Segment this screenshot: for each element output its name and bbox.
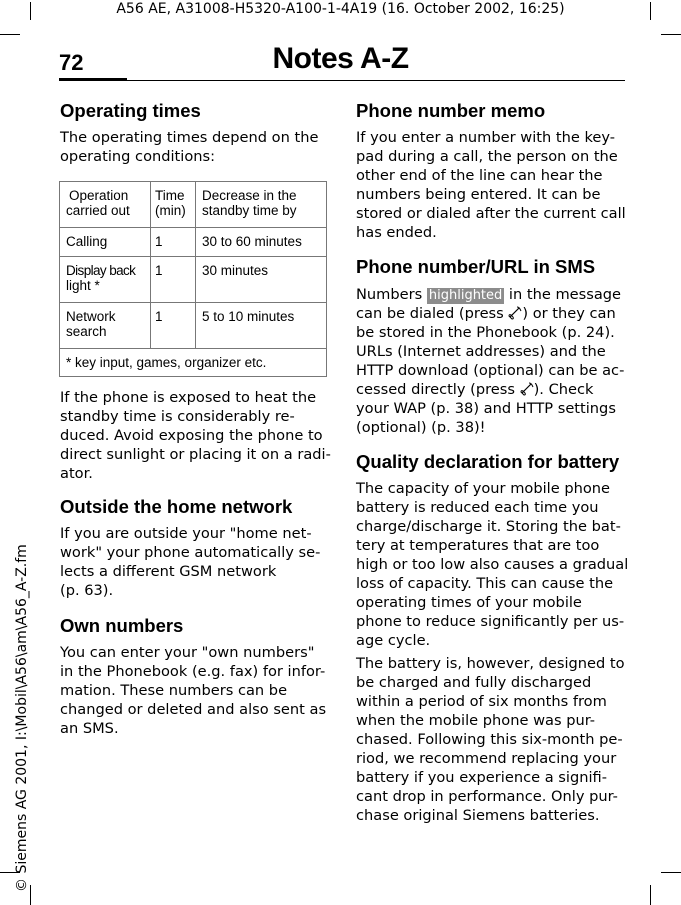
table-header-cell: Time (min) bbox=[151, 182, 196, 228]
header-rule bbox=[127, 80, 625, 81]
table-cell: 1 bbox=[151, 303, 196, 349]
section-heading: Phone number memo bbox=[356, 100, 546, 121]
table-footnote-row bbox=[60, 349, 327, 377]
crop-mark bbox=[0, 34, 20, 35]
page-title: Notes A-Z bbox=[272, 42, 409, 75]
table-row bbox=[60, 228, 327, 257]
paragraph: If you enter a number with the key- pad during a call, the person on the other end of the line can hear the numbers being entered. It can be stored or dialed after the current call has ended. bbox=[356, 129, 626, 241]
table-header-cell: Decrease in the standby time by bbox=[196, 182, 327, 228]
paragraph: The operating times depend on the operating conditions: bbox=[60, 129, 319, 165]
table-footnote: * key input, games, organizer etc. bbox=[60, 349, 327, 377]
page-number: 72 bbox=[59, 50, 84, 75]
call-key-icon bbox=[520, 382, 534, 396]
paragraph: If the phone is exposed to heat the standby time is considerably re- duced. Avoid exposing the phone to direct sunlight or placing it on a radi- ator. bbox=[60, 389, 331, 482]
highlight-sample: highlighted bbox=[428, 288, 503, 303]
table-row bbox=[60, 257, 327, 303]
table-cell: 1 bbox=[151, 228, 196, 257]
table-row bbox=[60, 303, 327, 349]
paragraph: You can enter your "own numbers" in the Phonebook (e.g. fax) for infor- mation. These numbers can be changed or deleted and also sent as an SMS. bbox=[60, 644, 327, 737]
table-header-cell: Operation carried out bbox=[60, 182, 151, 228]
paragraph: The capacity of your mobile phone battery is reduced each time you charge/discharge it. Storing the bat- tery at temperatures that are too high or too low also causes a gradual loss of capacity. This can cause the operating times of your mobile phone to reduce significantly per us- age cycle. bbox=[356, 480, 629, 649]
table-cell: 5 to 10 minutes bbox=[196, 303, 327, 349]
operating-times-table bbox=[59, 181, 327, 377]
section-heading: Own numbers bbox=[60, 615, 184, 636]
section-heading: Quality declaration for battery bbox=[356, 451, 620, 472]
call-key-icon bbox=[508, 306, 522, 320]
crop-mark bbox=[661, 872, 681, 873]
table-cell: 30 minutes bbox=[196, 257, 327, 303]
paragraph: If you are outside your "home net- work" your phone automatically se- lects a different GSM network (p. 63). bbox=[60, 525, 321, 599]
paragraph: The battery is, however, designed to be charged and fully discharged within a period of six months from when the mobile phone was pur- chased. Following this six-month pe- riod, we recommend replacing your battery if you experience a signifi- cant drop in performance. Only pur- chase original Siemens batteries. bbox=[356, 655, 625, 824]
section-heading: Outside the home network bbox=[60, 496, 293, 517]
crop-mark bbox=[661, 34, 681, 35]
table-cell: 1 bbox=[151, 257, 196, 303]
running-head: A56 AE, A31008-H5320-A100-1-4A19 (16. October 2002, 16:25) bbox=[116, 1, 565, 17]
table-cell: 30 to 60 minutes bbox=[196, 228, 327, 257]
side-note: © Siemens AG 2001, I:\Mobil\A56\am\A56_A-Z.fm bbox=[14, 544, 30, 892]
table-header-row bbox=[60, 182, 327, 228]
section-heading: Phone number/URL in SMS bbox=[356, 256, 596, 277]
crop-mark bbox=[30, 885, 31, 905]
paragraph: Numbers highlighted in the message can be dialed (press ) or they can be stored in the Phonebook (p. 24). URLs (Internet addresses) and the HTTP download (optional) can be ac- cessed directly (press ). Check your WAP (p. 38) and HTTP settings (optional) (p. 38)! bbox=[356, 286, 625, 436]
section-heading: Operating times bbox=[60, 100, 201, 121]
table-cell: Calling bbox=[60, 228, 151, 257]
crop-mark bbox=[650, 885, 651, 905]
table-cell: Display back light * bbox=[60, 257, 151, 303]
header-rule-thick bbox=[59, 78, 127, 81]
table-cell: Network search bbox=[60, 303, 151, 349]
